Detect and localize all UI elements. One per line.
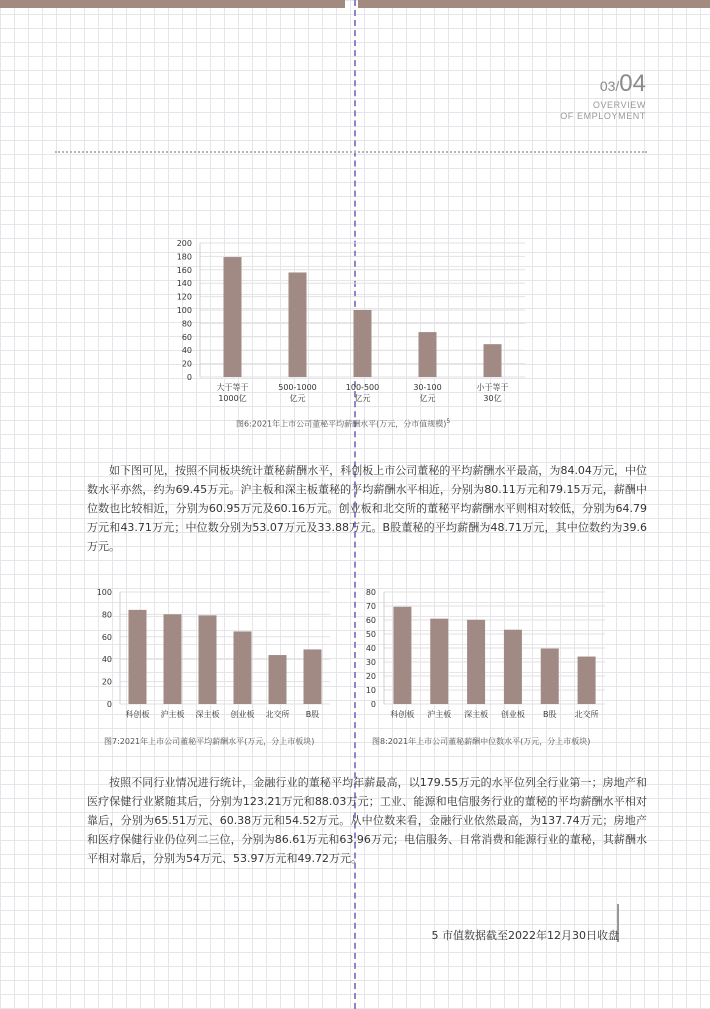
y-tick-label: 140 — [176, 279, 192, 289]
subtitle-line1: OVERVIEW — [592, 100, 646, 110]
bar — [541, 649, 559, 704]
section-subtitle — [560, 100, 646, 122]
y-tick-label: 60 — [365, 616, 376, 625]
y-tick-label: 50 — [365, 630, 376, 639]
y-tick-label: 70 — [365, 602, 376, 611]
paragraph-1: 如下图可见，按照不同板块统计董秘薪酬水平，科创板上市公司董秘的平均薪酬水平最高，为84.04万元，中位数水平亦然，约为69.45万元。沪主板和深主板董秘的平均薪酬水平相近，分别为80.11万元和79.15万元，薪酬中位数也比较相近，分别为60.95万元及60.16万元。创业板和北交所的董秘平均薪酬水平则相对较低，分别为64.79万元和43.71万元；中位数分别为53.07万元及33.88万元。B股董秘的平均薪酬为48.71万元，其中位数约为39.6万元。 — [87, 464, 647, 553]
x-tick-label-line: 科创板 — [390, 710, 415, 719]
y-tick-label: 0 — [106, 700, 112, 709]
figure7-svg — [90, 582, 335, 727]
y-tick-label: 80 — [101, 610, 112, 620]
y-tick-label: 0 — [186, 373, 192, 382]
y-tick-label: 20 — [365, 672, 376, 681]
y-tick-label: 200 — [176, 239, 192, 248]
x-tick-label-line: 30亿 — [483, 394, 502, 403]
x-tick-label — [161, 709, 185, 719]
x-tick-label-line: 30-100 — [413, 383, 442, 392]
x-tick-label-line: 500-1000 — [278, 383, 317, 392]
x-tick-label-line: 亿元 — [419, 394, 436, 403]
y-tick-label: 180 — [176, 252, 192, 262]
x-tick-label-line: 亿元 — [289, 394, 306, 403]
x-tick-label — [196, 709, 220, 719]
x-tick-label-line: 亿元 — [354, 394, 371, 403]
x-tick-label — [126, 709, 150, 719]
figure8-chart — [360, 582, 610, 727]
figure6-caption-sup: 5 — [446, 418, 451, 425]
x-tick-label — [477, 382, 509, 403]
x-tick-label-line: 小于等于 — [476, 383, 509, 392]
bar — [484, 344, 502, 377]
x-tick-label-line: 100-500 — [345, 383, 380, 392]
bar — [354, 310, 372, 377]
bar — [430, 619, 448, 704]
x-tick-label-line: 北交所 — [265, 710, 290, 719]
x-tick-label-line: 北交所 — [574, 710, 599, 719]
x-tick-label — [501, 709, 525, 719]
bar — [578, 657, 596, 704]
y-tick-label: 80 — [365, 588, 376, 597]
bar — [504, 630, 522, 704]
y-tick-label: 20 — [101, 677, 112, 687]
page-prefix: 03/ — [599, 78, 620, 94]
y-tick-label: 160 — [176, 265, 192, 275]
x-tick-label — [306, 710, 320, 719]
x-tick-label — [575, 709, 599, 719]
figure8-caption: 图8:2021年上市公司董秘薪酬中位数水平(万元，分上市板块) — [372, 737, 591, 746]
x-tick-label-line: B股 — [543, 710, 557, 719]
x-tick-label-line: 大于等于 — [216, 383, 249, 392]
y-tick-label: 10 — [365, 686, 376, 695]
subtitle-line2: OF EMPLOYMENT — [560, 111, 646, 121]
bar — [393, 607, 411, 704]
y-tick-label: 30 — [365, 658, 376, 667]
page-number-main: 04 — [619, 70, 646, 97]
y-tick-label: 60 — [101, 632, 112, 642]
figure7-caption: 图7:2021年上市公司董秘平均薪酬水平(万元，分上市板块) — [104, 737, 315, 746]
y-tick-label: 100 — [176, 306, 192, 315]
x-tick-label-line: B股 — [305, 710, 320, 719]
bar — [234, 631, 252, 704]
top-bar-left — [0, 0, 345, 8]
top-bar-right — [358, 0, 710, 8]
figure6-svg — [160, 233, 530, 413]
bar — [199, 615, 217, 704]
x-tick-label — [346, 383, 379, 403]
x-tick-label-line: 1000亿 — [218, 394, 247, 403]
bar — [164, 614, 182, 704]
paragraph-2: 按照不同行业情况进行统计，金融行业的董秘平均年薪最高，以179.55万元的水平位列全行业第一；房地产和医疗保健行业紧随其后，分别为123.21万元和88.03万元；工业、能源和电信服务行业的董秘的平均薪酬水平相对靠后，分别为65.51万元、60.38万元和54.52万元。从中位数来看，金融行业依然最高，为137.74万元；房地产和医疗保健行业仍位列二三位，分别为86.61万元和63.96万元；电信服务、日常消费和能源行业的董秘，其薪酬水平相对靠后，分别为54万元、53.97万元和49.72万元。 — [87, 776, 647, 865]
figure6-caption — [236, 418, 450, 430]
x-tick-label-line: 深主板 — [464, 710, 489, 719]
bar — [419, 332, 437, 377]
x-tick-label — [464, 709, 488, 719]
header-divider — [55, 151, 647, 153]
x-tick-label-line: 创业板 — [230, 710, 255, 719]
y-tick-label: 120 — [176, 292, 192, 302]
bar — [304, 649, 322, 704]
y-tick-label: 0 — [370, 700, 376, 709]
figure7-chart — [90, 582, 335, 727]
page-number — [600, 70, 646, 98]
x-tick-label-line: 深主板 — [195, 710, 220, 719]
x-tick-label — [390, 709, 414, 719]
figure6-caption-text: 图6:2021年上市公司董秘平均薪酬水平(万元，分市值规模) — [236, 419, 447, 429]
x-tick-label-line: 沪主板 — [160, 710, 185, 719]
x-tick-label — [413, 383, 441, 403]
bar — [467, 620, 485, 704]
x-tick-label — [231, 709, 255, 719]
y-tick-label: 40 — [181, 346, 192, 356]
y-tick-label: 80 — [181, 319, 192, 329]
x-tick-label-line: 科创板 — [125, 710, 150, 719]
y-tick-label: 40 — [365, 644, 376, 653]
x-tick-label — [543, 710, 557, 719]
x-tick-label — [427, 709, 451, 719]
figure6-chart — [160, 233, 530, 413]
figure8-svg — [360, 582, 610, 727]
x-tick-label-line: 创业板 — [500, 710, 525, 719]
bar — [289, 272, 307, 377]
y-tick-label: 40 — [101, 655, 112, 665]
x-tick-label — [266, 709, 290, 719]
bar — [129, 610, 147, 704]
footnote: 5 市值数据截至2022年12月30日收盘 — [431, 929, 619, 942]
y-tick-label: 60 — [181, 332, 192, 342]
bar — [224, 257, 242, 377]
bar — [269, 655, 287, 704]
y-tick-label: 20 — [181, 359, 192, 369]
x-tick-label-line: 沪主板 — [427, 710, 452, 719]
y-tick-label: 100 — [96, 588, 112, 597]
x-tick-label — [278, 383, 317, 403]
x-tick-label — [217, 382, 249, 403]
